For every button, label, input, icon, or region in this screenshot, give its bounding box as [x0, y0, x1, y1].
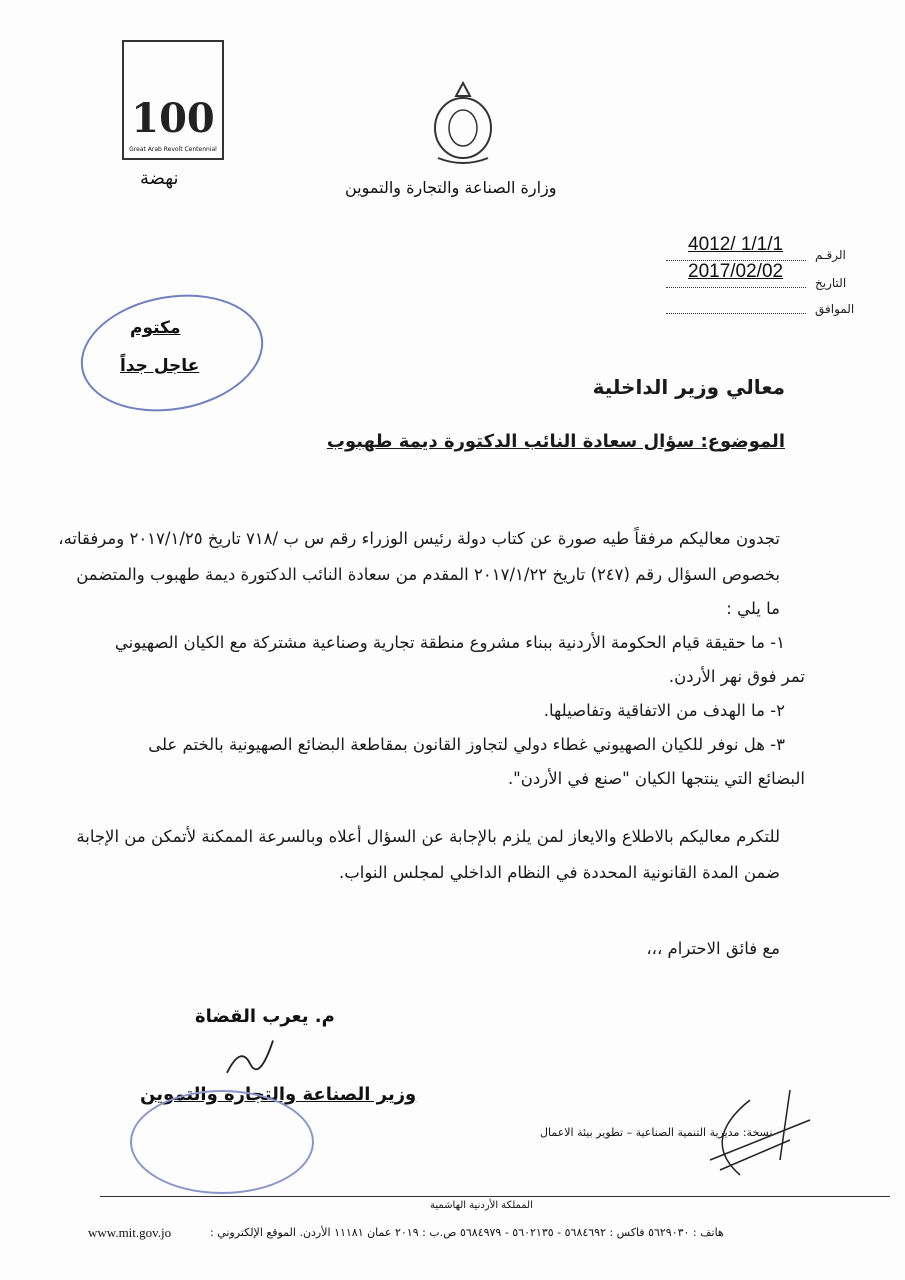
- royal-crest-icon: [428, 78, 498, 168]
- dotted-line: [666, 312, 806, 314]
- body-line: ضمن المدة القانونية المحددة في النظام الداخلي لمجلس النواب.: [339, 863, 780, 882]
- reference-number: 4012/ 1/1/1: [688, 234, 784, 255]
- signature-icon: [220, 1036, 280, 1082]
- reference-number-label: الرقـم: [815, 248, 846, 262]
- signatory-title: وزير الصناعة والتجارة والتموين: [140, 1084, 417, 1105]
- footer-contact: هاتف : ٥٦٢٩٠٣٠ فاكس : ٥٦٨٤٦٩٢ - ٥٦٠٢١٣٥ - ٥٦٨٤٩٧٩ ص.ب : ٢٠١٩ عمان ١١١٨١ الأردن. الموقع الإلكتروني :: [210, 1226, 724, 1239]
- body-line: البضائع التي ينتجها الكيان "صنع في الأردن".: [507, 769, 805, 788]
- body-line: ١- ما حقيقة قيام الحكومة الأردنية ببناء مشروع منطقة تجارية وصناعية مشتركة مع الكيان الصهيوني: [114, 633, 785, 652]
- closing: مع فائق الاحترام ،،،: [646, 939, 780, 958]
- body-line: ٢- ما الهدف من الاتفاقية وتفاصيلها.: [543, 701, 785, 720]
- body-line: تمر فوق نهر الأردن.: [668, 667, 805, 686]
- footer-divider: [100, 1196, 890, 1197]
- body-line: للتكرم معاليكم بالاطلاع والايعاز لمن يلزم بالإجابة عن السؤال أعلاه وبالسرعة الممكنة لأتمكن من الإجابة: [76, 827, 780, 846]
- reference-date-label: التاريخ: [815, 276, 847, 290]
- subject: الموضوع: سؤال سعادة النائب الدكتورة ديمة طهبوب: [326, 431, 785, 452]
- confidential-stamp: [71, 281, 272, 425]
- footer-country: المملكة الأردنية الهاشمية: [430, 1200, 533, 1211]
- corresponding-date-label: الموافق: [815, 302, 855, 316]
- reference-date: 2017/02/02: [688, 261, 784, 282]
- dotted-line: [666, 286, 806, 288]
- footer-website-link[interactable]: www.mit.gov.jo: [88, 1225, 172, 1240]
- stamp-confidential: مكتوم: [130, 318, 181, 338]
- addressee: معالي وزير الداخلية: [592, 375, 785, 399]
- centennial-logo-arabic: نهضة: [140, 168, 179, 189]
- handwritten-initials-icon: [680, 1080, 820, 1180]
- copy-to: نسخة: مديرية التنمية الصناعية – تطوير بيئة الاعمال: [540, 1126, 773, 1139]
- body-line: بخصوص السؤال رقم (٢٤٧) تاريخ ٢٠١٧/١/٢٢ المقدم من سعادة النائب الدكتورة ديمة طهبوب والمتضمن: [76, 565, 780, 584]
- body-line: ٣- هل نوفر للكيان الصهيوني غطاء دولي لتجاوز القانون بمقاطعة البضائع الصهيونية بالختم على: [148, 735, 785, 754]
- ministry-name: وزارة الصناعة والتجارة والتموين: [345, 178, 557, 197]
- centennial-logo: 100 Great Arab Revolt Centennial: [122, 40, 224, 160]
- body-line: ما يلي :: [726, 599, 780, 618]
- body-line: تجدون معاليكم مرفقاً طيه صورة عن كتاب دولة رئيس الوزراء رقم س ب /٧١٨ تاريخ ٢٠١٧/١/٢٥ ومرفقاته،: [58, 529, 780, 548]
- stamp-urgent: عاجل جداً: [120, 356, 200, 376]
- signatory-name: م. يعرب القضاة: [195, 1006, 335, 1027]
- ministry-seal: [130, 1090, 314, 1194]
